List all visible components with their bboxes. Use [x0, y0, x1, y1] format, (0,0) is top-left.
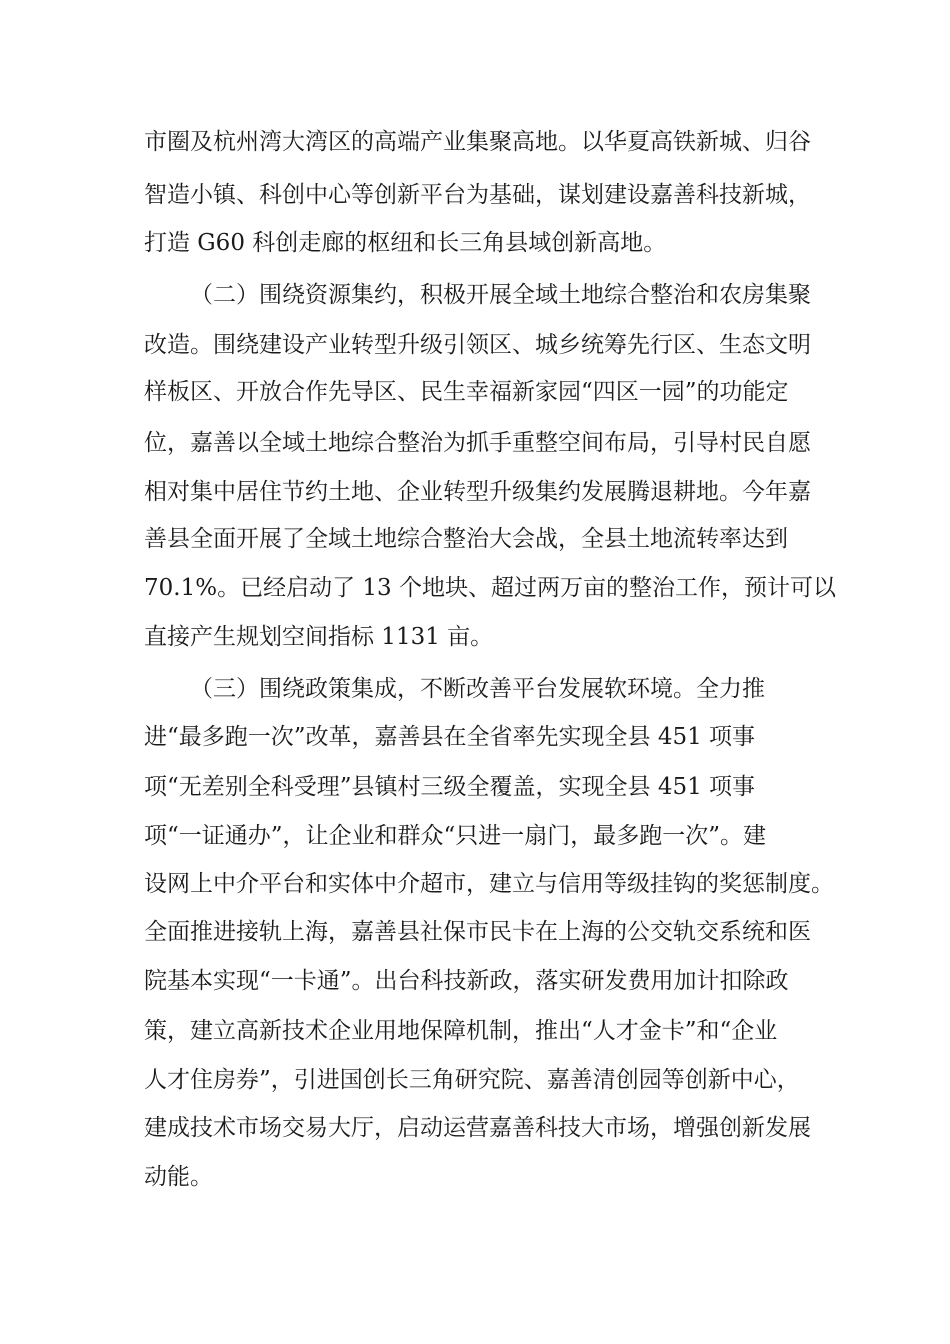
text-line: 动能。 [144, 1164, 213, 1190]
text-line: 进“最多跑一次”改革，嘉善县在全省率先实现全县 451 项事 [144, 724, 756, 750]
text-line: 改造。围绕建设产业转型升级引领区、城乡统筹先行区、生态文明 [144, 332, 811, 358]
text-line: 建成技术市场交易大厅，启动运营嘉善科技大市场，增强创新发展 [144, 1115, 811, 1141]
text-line: 70.1%。已经启动了 13 个地块、超过两万亩的整治工作，预计可以 [144, 575, 836, 601]
text-line: 人才住房券”，引进国创长三角研究院、嘉善清创园等创新中心， [144, 1067, 800, 1093]
text-line: 市圈及杭州湾大湾区的高端产业集聚高地。以华夏高铁新城、归谷 [144, 129, 811, 155]
text-line: 项“无差别全科受理”县镇村三级全覆盖，实现全县 451 项事 [144, 774, 756, 800]
text-line: 项“一证通办”，让企业和群众“只进一扇门，最多跑一次”。建 [144, 823, 767, 849]
text-line: 直接产生规划空间指标 1131 亩。 [144, 624, 494, 650]
text-line: 位，嘉善以全域土地综合整治为抓手重整空间布局，引导村民自愿 [144, 430, 811, 456]
text-line: 样板区、开放合作先导区、民生幸福新家园“四区一园”的功能定 [144, 379, 789, 405]
text-line: 智造小镇、科创中心等创新平台为基础，谋划建设嘉善科技新城， [144, 182, 811, 208]
text-line: 相对集中居住节约土地、企业转型升级集约发展腾退耕地。今年嘉 [144, 479, 811, 505]
text-line: 全面推进接轨上海，嘉善县社保市民卡在上海的公交轨交系统和医 [144, 919, 811, 945]
paragraph-heading-2: （二）围绕资源集约，积极开展全域土地综合整治和农房集聚 [190, 282, 811, 308]
text-line: 设网上中介平台和实体中介超市，建立与信用等级挂钩的奖惩制度。 [144, 871, 834, 897]
text-line: 院基本实现“一卡通”。出台科技新政，落实研发费用加计扣除政 [144, 968, 789, 994]
text-line: 打造 G60 科创走廊的枢纽和长三角县域创新高地。 [144, 230, 667, 256]
paragraph-heading-3: （三）围绕政策集成，不断改善平台发展软环境。全力推 [190, 676, 765, 702]
text-line: 善县全面开展了全域土地综合整治大会战，全县土地流转率达到 [144, 526, 788, 552]
text-line: 策，建立高新技术企业用地保障机制，推出“人才金卡”和“企业 [144, 1018, 778, 1044]
